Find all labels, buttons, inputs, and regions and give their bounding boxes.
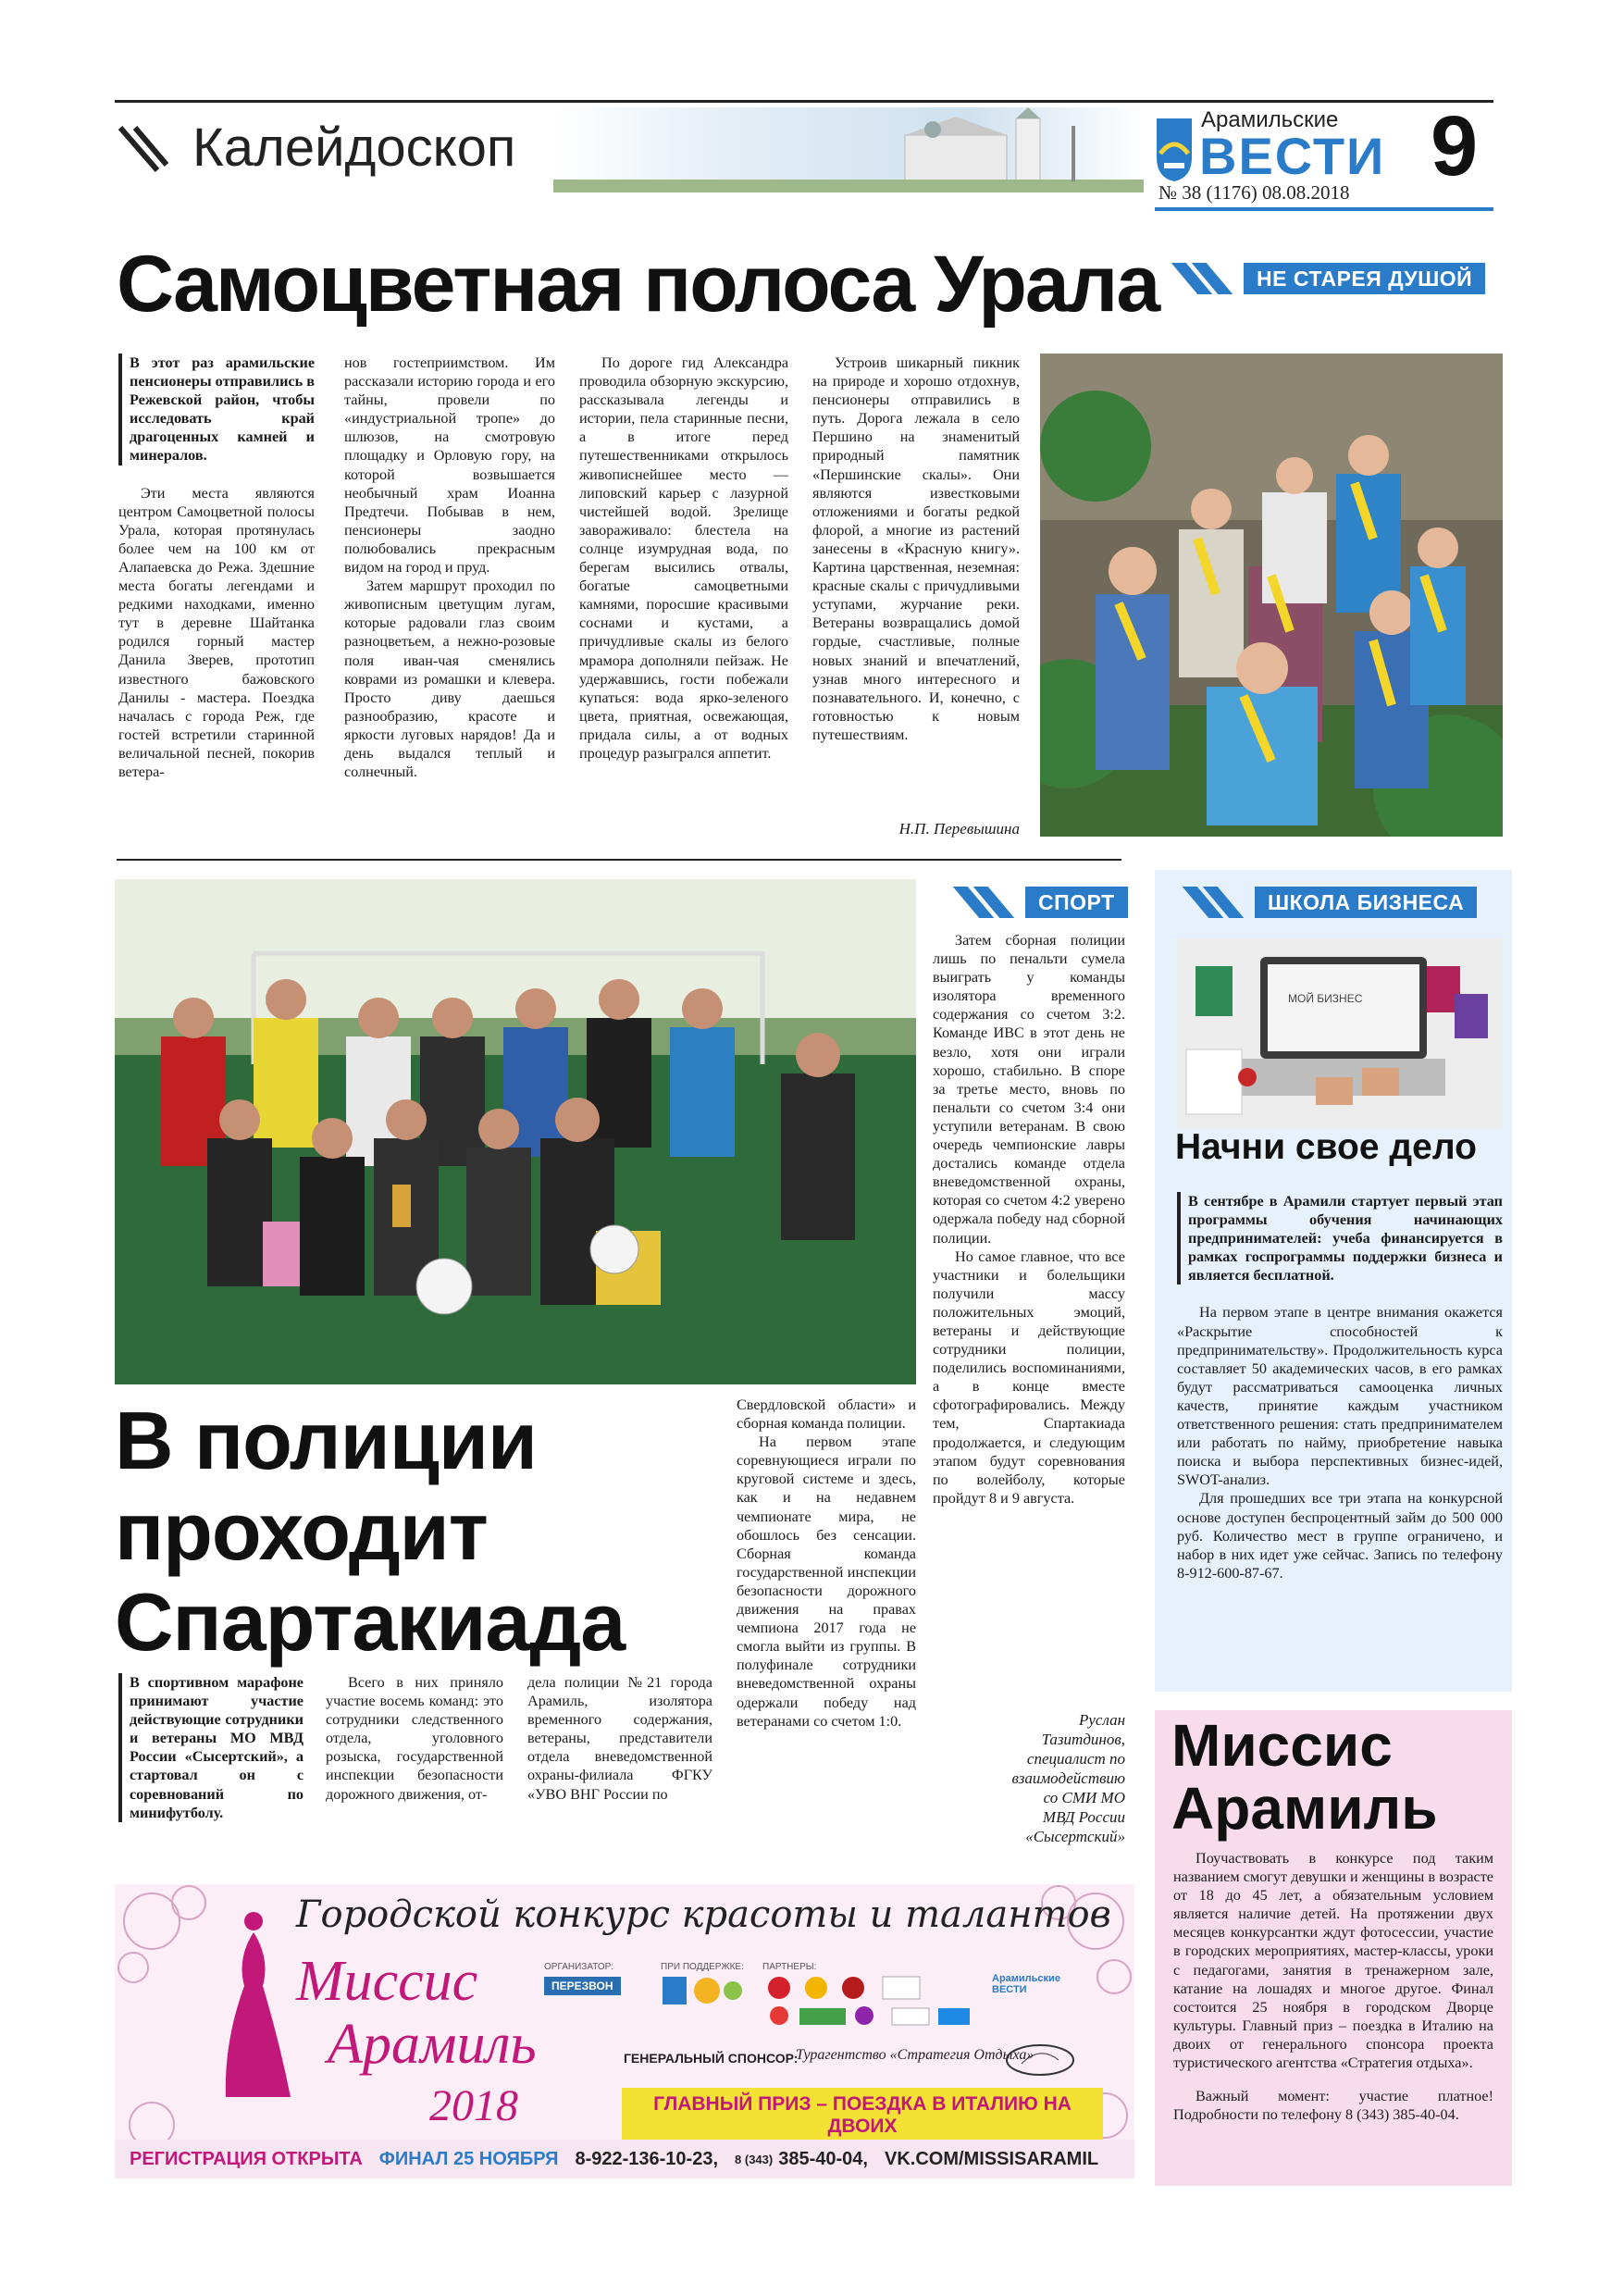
paragraph: Важный момент: участие платное! Подробности по телефону 8 (343) 385-40-04.: [1173, 2088, 1493, 2124]
logo: [1155, 100, 1386, 192]
title-line: В полиции: [115, 1395, 538, 1486]
business-lead: В сентябре в Арамили стартует первый этап программы обучения начинающих предпринимателей: учеба финансируется в рамках госпрограммы поддержки бизнеса и является бесплатной.: [1177, 1192, 1503, 1285]
missis-title: [1171, 1714, 1438, 1840]
paragraph: Эти места являются центром Самоцветной полосы Урала, которая протянулась более чем на 100 км от Алапаевска до Режа. Здешние места богаты легендами и редкими находками, именно тут в деревне Шайтанка родился горный мастер Данила Зверев, прототип известного бажовского Данилы - мастера. Поездка началась с города Реж, где гостей встретили старинной величальной песней, покорив ветера-: [118, 484, 315, 780]
partner-logos-icon: [762, 1973, 975, 2029]
article1-col2: [344, 354, 555, 781]
paragraph: На первом этапе в центре внимания окажется «Раскрытие способностей к предпринимательству». Продолжительность курса составляет 50 академических часов, в его рамках будут рассматриваться самооценка личных качеств, принятие каждым участником ответственного решения: стать предпринимателем или работать по найму, приобретение навыка поиска и выбора перспективных бизнес-идей, SWOT-анализ.: [1177, 1304, 1503, 1489]
paragraph: Поучаствовать в конкурсе под таким названием смогут девушки и женщины в возрасте от 18 до 45 лет, а обязательным условием является наличие детей. На протяжении двух месяцев конкурсантки ждут фотосессии, участие в городских мероприятиях, мастер-классы, уроки с педагогами, занятия в тренажерном зале, катание на лошадях и многое другое. Финал состоится 25 ноября в городском Дворце культуры. Главный приз – поездка в Италию на двоих от генерального спонсора проекта туристического агентства «Стратегия отдыха».: [1173, 1850, 1493, 2072]
paragraph: Всего в них приняло участие восемь команд: это сотрудники следственного отдела, уголовного розыска, государственной инспекции безопасности дорожного движения, от-: [326, 1674, 503, 1803]
contest-ad: [115, 1884, 1134, 2178]
page-number: 9: [1431, 99, 1479, 193]
screen-text: МОЙ БИЗНЕС: [1288, 992, 1363, 1005]
rubric-label: ШКОЛА БИЗНЕСА: [1255, 887, 1477, 918]
article2-col-a: [326, 1673, 503, 1804]
title-line: Арамиль: [1171, 1775, 1438, 1842]
rubric-business: [1190, 887, 1477, 918]
article2-col-b: [527, 1673, 712, 1804]
paragraph: Затем сборная полиции лишь по пенальти сумела выиграть у команды изолятора временного содержания со счетом 3:2. Команде ИВС в этот день не везло, хотя они играли хорошо, стабильно. В споре за третье место, вновь по пенальти со счетом 3:4 они уступили ветеранам. В свою очередь чемпионские лавры достались команде отдела вневедомственной охраны, которая со счетом 4:2 уверено одержала победу над сборной полиции.: [933, 932, 1125, 1247]
article1-author: Н.П. Перевышина: [898, 820, 1020, 838]
rubric-label: НЕ СТАРЕЯ ДУШОЙ: [1244, 263, 1485, 294]
organizer-logo: ПЕРЕЗВОН: [544, 1977, 621, 1995]
title-line: проходит: [115, 1485, 488, 1577]
organizer-label: ОРГАНИЗАТОР:: [544, 1962, 613, 1972]
sponsor-name: Турагентство «Стратегия Отдыха»: [796, 2047, 1035, 2063]
business-title: Начни свое дело: [1175, 1127, 1477, 1167]
paragraph: Свердловской области» и сборная команда полиции.: [737, 1396, 916, 1433]
header-town-photo: [553, 107, 1144, 192]
paragraph: По дороге гид Александра проводила обзорную экскурсию, рассказывала легенды и истории, пела старинные песни, а в итоге перед путешественниками открылось живописнейшее место — липовский карьер с лазурной чистейшей водой. Зрелище завораживало: блестела на солнце изумрудная вода, по берегам высились отвалы, богатые самоцветными камнями, поросшие красивыми соснами и кустами, а причудливые скалы из белого мрамора дополняли пейзаж. Не удержавшись, гости побежали купаться: вода ярко-зеленого цвета, приятная, освежающая, придала силы, а от водных процедур разыгрался аппетит.: [579, 354, 788, 762]
article2-lead-col: [118, 1673, 304, 1822]
rubric-stripes-icon: [1190, 887, 1255, 918]
police-team-photo: [115, 879, 916, 1384]
article2-author: Руслан Тазитдинов, специалист по взаимодействию со СМИ МО МВД России «Сысертский»: [1011, 1711, 1125, 1845]
paragraph: Для прошедших все три этапа на конкурсной основе доступен беспроцентный займ до 500 000 руб. Количество мест в группе ограничено, и набор в них идет уже сейчас. Запись по телефону 8-912-600-87-67.: [1177, 1490, 1503, 1582]
ad-name-line2: Арамиль: [328, 2013, 537, 2076]
ad-footer: [115, 2140, 1134, 2178]
partners-label: ПАРТНЕРЫ:: [762, 1962, 817, 1972]
vk-link[interactable]: VK.COM/MISSISARAMIL: [884, 2148, 1099, 2169]
paragraph: Но самое главное, что все участники и болельщики получили массу положительных эмоций, ветераны и действующие сотрудники полиции, поделились воспоминаниями, а в конце вместе сфотографировались. Между тем, Спартакиада продолжается, и следующим этапом будут соревнования по волейболу, которые пройдут 8 и 9 августа.: [933, 1247, 1125, 1507]
laptop-photo: [1177, 938, 1503, 1129]
sponsor-label: ГЕНЕРАЛЬНЫЙ СПОНСОР:: [624, 2051, 799, 2066]
article1-lead: В этот раз арамильские пенсионеры отправились в Режевской район, чтобы исследовать край драгоценных камней и минералов.: [118, 354, 315, 465]
article2-lead: В спортивном марафоне принимают участие действующие сотрудники и ветераны МО МВД России «Сысертский», а стартовал он с соревнований по минифутболу.: [118, 1673, 304, 1822]
article2-col-d: [933, 931, 1125, 1508]
sponsor-logo-icon: [1003, 2042, 1077, 2079]
section-divider: [117, 859, 1121, 861]
logo-top: Арамильские: [1201, 107, 1339, 132]
paragraph: На первом этапе соревнующиеся играли по круговой системе и здесь, как и на недавнем чемпионате мира, не обошлось без сенсации. Сборная команда государственной инспекции безопасности дорожного движения на правах чемпиона 2017 года не смогла выйти из группы. В полуфинале сотрудники вневедомственной охраны одержали победу над ветеранами со счетом 1:0.: [737, 1433, 916, 1730]
paragraph: Устроив шикарный пикник на природе и хорошо отдохнув, пенсионеры отправились в путь. Дорога лежала в село Першино на знаменитый природный памятник «Першинские скалы». Они являются известковыми отложениями и богаты редкой флорой, а многие из растений занесены в «Красную книгу». Картина царственная, неземная: красные скалы с причудливыми уступами, журчание реки. Ветераны возвращались домой гордые, счастливые, полные новых знаний и впечатлений, узнав много интересного и познавательного. И, конечно, с готовностью к новым путешествиям.: [812, 354, 1020, 743]
rubric-ne-stareya: [1179, 263, 1485, 294]
issue-line: № 38 (1176) 08.08.2018: [1158, 181, 1350, 204]
section-title: Калейдоскоп: [192, 118, 516, 178]
article2-col-c: [737, 1396, 916, 1731]
logo-main: ВЕСТИ: [1199, 127, 1386, 185]
header-slashes-icon: [115, 122, 170, 174]
support-logos-icon: [661, 1975, 744, 2006]
registration-text: РЕГИСТРАЦИЯ ОТКРЫТА: [130, 2148, 363, 2169]
partner-logo: Арамильские ВЕСТИ: [992, 1973, 1060, 1995]
article1-col3: [579, 354, 788, 763]
rubric-sport: [960, 887, 1128, 918]
phone-1: 8-922-136-10-23,: [575, 2148, 719, 2169]
coat-of-arms-icon: [1155, 117, 1194, 183]
pensioners-photo: [1040, 354, 1503, 837]
title-line: Миссис: [1171, 1712, 1393, 1779]
ad-name-line1: Миссис: [296, 1950, 478, 2013]
phone-2: 385-40-04,: [778, 2148, 868, 2169]
final-date: ФИНАЛ 25 НОЯБРЯ: [378, 2148, 559, 2169]
title-line: Спартакиада: [115, 1576, 626, 1668]
business-text: [1177, 1192, 1503, 1582]
ad-headline: Городской конкурс красоты и талантов: [296, 1893, 1111, 1936]
article1-title: Самоцветная полоса Урала: [117, 240, 1159, 329]
paragraph: дела полиции №21 города Арамиль, изолятора временного содержания, ветераны, представители отдела вневедомственной охраны-филиала ФГКУ «УВО ВНГ России по: [527, 1674, 712, 1803]
article2-title: [115, 1396, 625, 1668]
prize-banner: ГЛАВНЫЙ ПРИЗ – ПОЕЗДКА В ИТАЛИЮ НА ДВОИХ: [622, 2088, 1103, 2143]
article1-col4: [812, 354, 1020, 744]
paragraph: нов гостеприимством. Им рассказали историю города и его тайны, провели по «индустриальной тропе» до шлюзов, на смотровую площадку и Орловую гору, на которой возвышается необычный храм Иоанна Предтечи. Побывав в нем, пенсионеры заодно полюбовались прекрасным видом на город и пруд.: [344, 354, 555, 577]
issue-rule: [1155, 207, 1493, 211]
support-label: ПРИ ПОДДЕРЖКЕ:: [661, 1962, 744, 1972]
article1-col1: [118, 354, 315, 781]
missis-text: [1173, 1849, 1493, 2124]
rubric-stripes-icon: [1179, 263, 1244, 294]
paragraph: Затем маршрут проходил по живописным цветущим лугам, которые радовали глаз своим разноцветьем, а нежно-розовые поля иван-чая сменялись коврами из ромашки и клевера. Просто диву даешься разнообразию, красоте и яркости луговых нарядов! Да и день выдался теплый и солнечный.: [344, 577, 555, 781]
ad-year: 2018: [429, 2081, 518, 2130]
phone-2-prefix: 8 (343): [735, 2152, 774, 2166]
rubric-stripes-icon: [960, 887, 1025, 918]
rubric-label: СПОРТ: [1025, 887, 1128, 918]
